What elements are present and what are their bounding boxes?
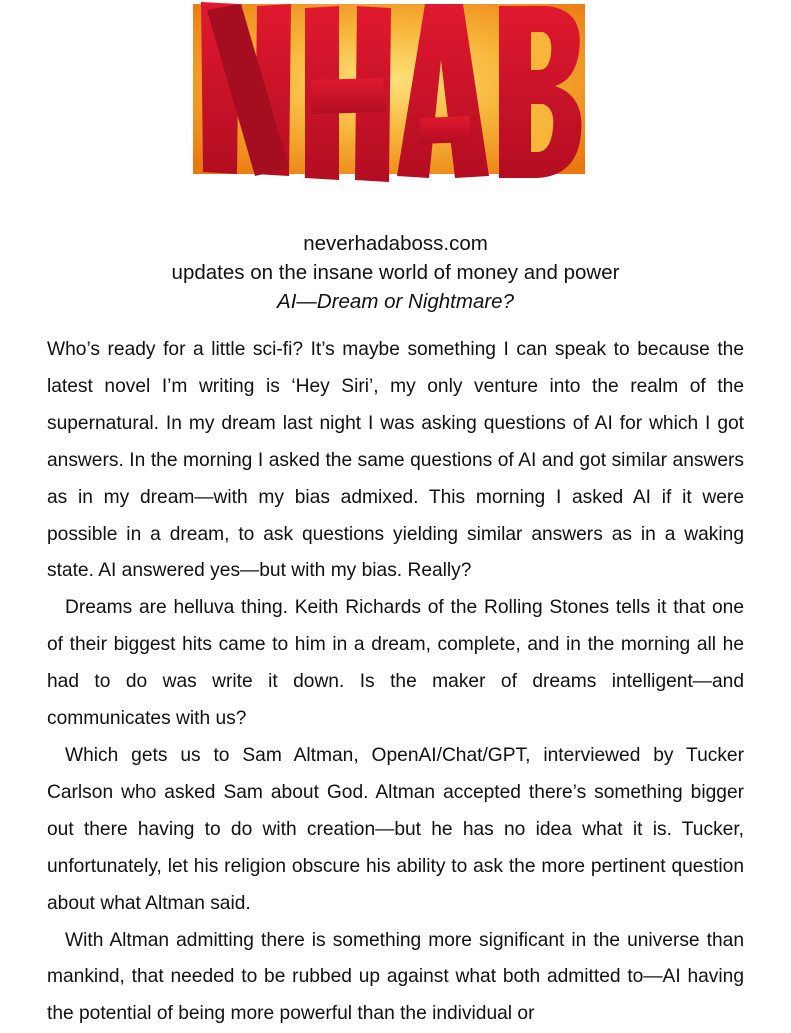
paragraph: Which gets us to Sam Altman, OpenAI/Chat/GPT, interviewed by Tucker Carlson who asked Sam about God. Altman accepted there’s something bigger out there having to do with creation—but he has no idea what it is. Tucker, unfortunately, let his religion obscure his ability to ask the more pertinent question about what Altman said. (47, 738, 744, 923)
paragraph: Dreams are helluva thing. Keith Richards of the Rolling Stones tells it that one of their biggest hits came to him in a dream, complete, and in the morning all he had to do was write it down. Is the maker of dreams intelligent—and communicates with us? (47, 590, 744, 738)
site-name: neverhadaboss.com (0, 229, 791, 258)
nhab-logo-graphic (193, 0, 585, 188)
article-title: AI—Dream or Nightmare? (0, 287, 791, 316)
site-tagline: updates on the insane world of money and power (0, 258, 791, 287)
paragraph: Who’s ready for a little sci-fi? It’s maybe something I can speak to because the latest novel I’m writing is ‘Hey Siri’, my only venture into the realm of the supernatural. In my dream last night I was asking questions of AI for which I got answers. In the morning I asked the same questions of AI and got similar answers as in my dream—with my bias admixed. This morning I asked AI if it were possible in a dream, to ask questions yielding similar answers as in a waking state. AI answered yes—but with my bias. Really? (47, 332, 744, 590)
nhab-logo (193, 0, 585, 188)
article-body (47, 332, 744, 1033)
paragraph: With Altman admitting there is something more significant in the universe than mankind, that needed to be rubbed up against what both admitted to—AI having the potential of being more powerful than the individual or (47, 923, 744, 1033)
article-header (0, 229, 791, 316)
